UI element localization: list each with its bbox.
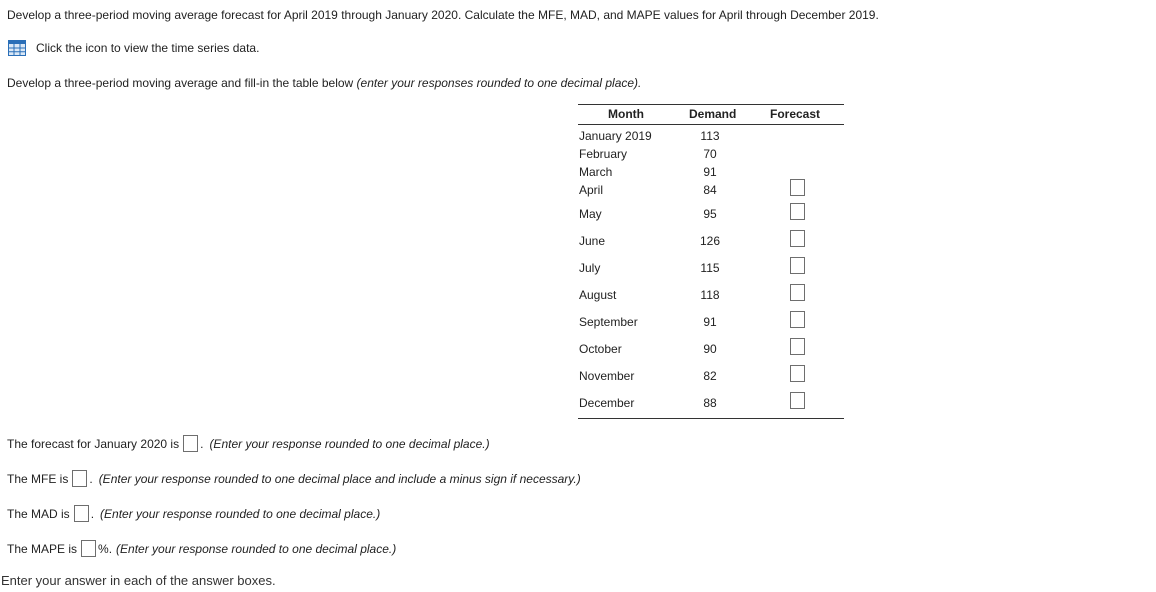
demand-cell: 70 bbox=[703, 147, 717, 161]
table-row bbox=[578, 315, 844, 335]
mfe-hint: (Enter your response rounded to one decimal place and include a minus sign if necessary.) bbox=[98, 471, 581, 486]
forecast-jan-question bbox=[7, 435, 490, 452]
mad-label: The MAD is bbox=[7, 506, 70, 521]
forecast-input[interactable] bbox=[790, 284, 805, 301]
forecast-input[interactable] bbox=[790, 392, 805, 409]
mad-question bbox=[7, 505, 380, 522]
demand-cell: 95 bbox=[703, 207, 717, 221]
table-row bbox=[578, 207, 844, 227]
forecast-input[interactable] bbox=[790, 257, 805, 274]
mape-question bbox=[7, 540, 396, 557]
table-row bbox=[578, 183, 844, 203]
month-cell: August bbox=[579, 288, 617, 302]
forecast-input[interactable] bbox=[790, 338, 805, 355]
month-cell: April bbox=[579, 183, 604, 197]
demand-cell: 113 bbox=[700, 129, 720, 143]
table-row bbox=[578, 129, 844, 149]
month-cell: July bbox=[579, 261, 601, 275]
month-cell: June bbox=[579, 234, 606, 248]
demand-table bbox=[578, 104, 844, 419]
instruction bbox=[7, 76, 641, 90]
forecast-input[interactable] bbox=[790, 230, 805, 247]
data-link-text[interactable]: Click the icon to view the time series data. bbox=[36, 41, 260, 55]
demand-cell: 115 bbox=[700, 261, 720, 275]
demand-cell: 126 bbox=[699, 234, 721, 248]
mfe-input[interactable] bbox=[72, 470, 87, 487]
demand-cell: 88 bbox=[703, 396, 717, 410]
mad-input[interactable] bbox=[74, 505, 89, 522]
forecast-input[interactable] bbox=[790, 203, 805, 220]
table-row bbox=[578, 288, 844, 308]
demand-cell: 91 bbox=[703, 315, 717, 329]
demand-cell: 84 bbox=[703, 183, 717, 197]
month-cell: November bbox=[579, 369, 635, 383]
header-forecast: Forecast bbox=[770, 107, 821, 121]
month-cell: December bbox=[579, 396, 635, 410]
mfe-suffix: . bbox=[89, 471, 93, 486]
month-cell: February bbox=[579, 147, 628, 161]
month-cell: October bbox=[579, 342, 622, 356]
month-cell: January 2019 bbox=[579, 129, 652, 143]
mape-hint: (Enter your response rounded to one decimal place.) bbox=[116, 541, 397, 556]
mad-hint: (Enter your response rounded to one decimal place.) bbox=[100, 506, 381, 521]
forecast-input[interactable] bbox=[790, 365, 805, 382]
footer-instruction: Enter your answer in each of the answer boxes. bbox=[1, 573, 276, 588]
mape-suffix: %. bbox=[98, 541, 113, 556]
data-link[interactable] bbox=[8, 40, 259, 56]
forecast-jan-label: The forecast for January 2020 is bbox=[7, 436, 180, 451]
mfe-label: The MFE is bbox=[7, 471, 69, 486]
mape-label: The MAPE is bbox=[7, 541, 78, 556]
question-text: Develop a three-period moving average forecast for April 2019 through January 2020. Calculate the MFE, MAD, and MAPE values for April through December 2019. bbox=[7, 8, 879, 22]
forecast-jan-suffix: . bbox=[200, 436, 204, 451]
forecast-jan-hint: (Enter your response rounded to one decimal place.) bbox=[209, 436, 490, 451]
mfe-question bbox=[7, 470, 581, 487]
table-row bbox=[578, 234, 844, 254]
header-month: Month bbox=[608, 107, 644, 121]
month-cell: September bbox=[579, 315, 638, 329]
table-row bbox=[578, 369, 844, 389]
instruction-text: Develop a three-period moving average and fill-in the table below bbox=[7, 76, 357, 90]
month-cell: March bbox=[579, 165, 613, 179]
demand-cell: 82 bbox=[703, 369, 717, 383]
demand-cell: 91 bbox=[703, 165, 717, 179]
table-row bbox=[578, 342, 844, 362]
table-row bbox=[578, 396, 844, 416]
forecast-input[interactable] bbox=[790, 311, 805, 328]
forecast-input[interactable] bbox=[790, 179, 805, 196]
table-row bbox=[578, 261, 844, 281]
demand-cell: 90 bbox=[703, 342, 717, 356]
month-cell: May bbox=[579, 207, 602, 221]
demand-cell: 118 bbox=[700, 288, 720, 302]
mad-suffix: . bbox=[90, 506, 95, 521]
mape-input[interactable] bbox=[81, 540, 96, 557]
table-header bbox=[578, 105, 844, 125]
table-icon[interactable] bbox=[8, 40, 26, 56]
table-row bbox=[578, 147, 844, 167]
forecast-jan-input[interactable] bbox=[183, 435, 198, 452]
instruction-note: (enter your responses rounded to one decimal place). bbox=[356, 76, 642, 90]
header-demand: Demand bbox=[689, 107, 737, 121]
